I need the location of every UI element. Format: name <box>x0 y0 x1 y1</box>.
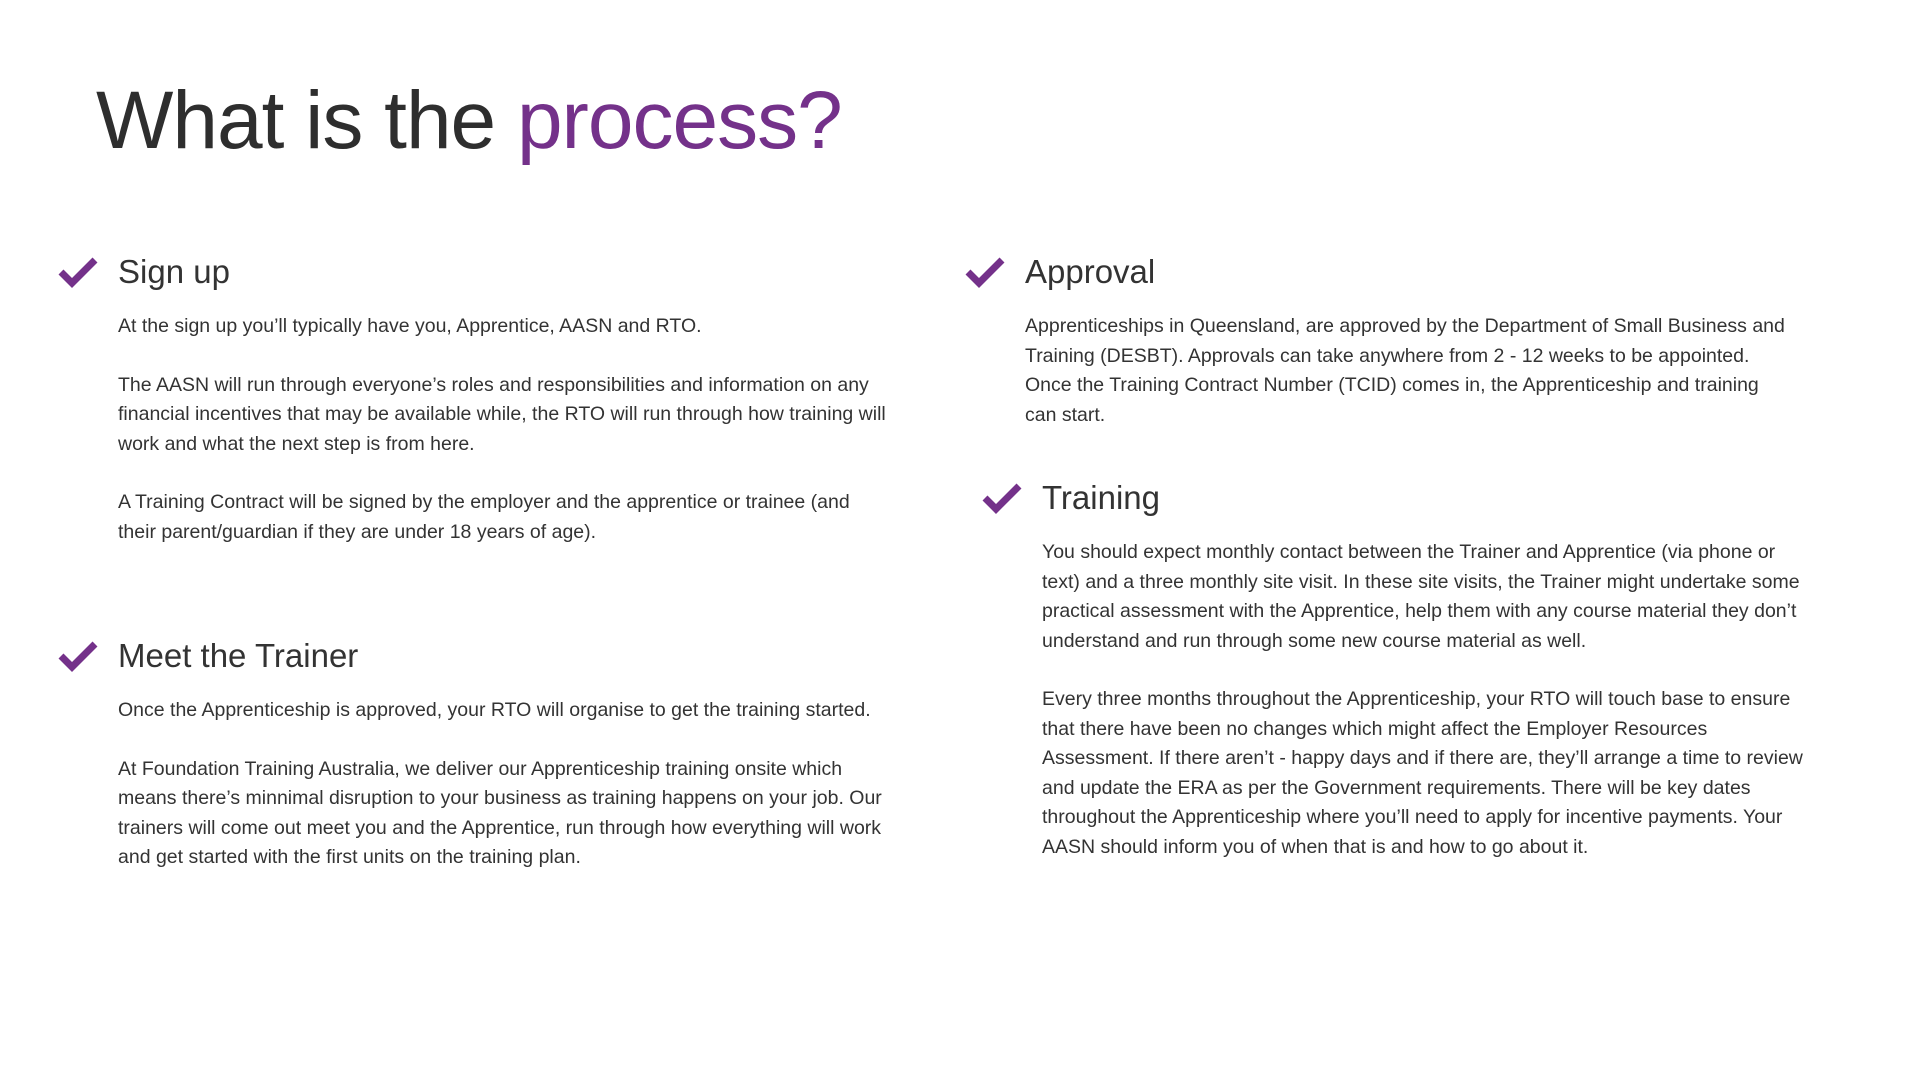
paragraph: Once the Apprenticeship is approved, your RTO will organise to get the training started. <box>118 699 871 721</box>
paragraph: A Training Contract will be signed by the employer and the apprentice or trainee (and their parent/guardian if they are under 18 years of age). <box>118 491 850 543</box>
section-header <box>982 476 1812 520</box>
section-meet-the-trainer <box>58 634 888 873</box>
section-header <box>58 634 888 678</box>
section-heading: Sign up <box>118 253 230 290</box>
section-heading: Meet the Trainer <box>118 637 359 674</box>
section-heading: Training <box>1042 479 1160 516</box>
checkmark-icon <box>982 482 1022 514</box>
section-sign-up <box>58 250 888 547</box>
checkmark-icon <box>58 640 98 672</box>
paragraph: At Foundation Training Australia, we deliver our Apprenticeship training onsite which means there’s minnimal disruption to your business as training happens on your job. Our trainers will come out meet you and the Apprentice, run through how everything will work and get started with the first units on the training plan. <box>118 757 882 868</box>
page-title-accent: process? <box>516 75 842 166</box>
section-body <box>1025 312 1795 430</box>
section-approval <box>965 250 1795 430</box>
paragraph: Apprenticeships in Queensland, are approved by the Department of Small Business and Training (DESBT). Approvals can take anywhere from 2 - 12 weeks to be appointed. Once the Training Contract Number (TCID) comes in, the Apprenticeship and training can start. <box>1025 315 1785 426</box>
paragraph: Every three months throughout the Apprenticeship, your RTO will touch base to ensure that there have been no changes which might affect the Employer Resources Assessment. If there aren’t - happy days and if there are, they’ll arrange a time to review and update the ERA as per the Government requirements. There will be key dates throughout the Apprenticeship where you’ll need to apply for incentive payments. Your AASN should inform you of when that is and how to go about it. <box>1042 688 1803 858</box>
section-body <box>1042 538 1812 862</box>
paragraph: At the sign up you’ll typically have you, Apprentice, AASN and RTO. <box>118 315 702 337</box>
section-training <box>982 476 1812 862</box>
checkmark-icon <box>58 256 98 288</box>
section-body <box>118 696 888 873</box>
paragraph: The AASN will run through everyone’s roles and responsibilities and information on any financial incentives that may be available while, the RTO will run through how training will work and what the next step is from here. <box>118 373 886 455</box>
section-body <box>118 312 888 547</box>
section-heading: Approval <box>1025 253 1156 290</box>
page-title-main: What is the <box>96 75 517 166</box>
page-title <box>96 76 842 166</box>
checkmark-icon <box>965 256 1005 288</box>
section-header <box>965 250 1795 294</box>
section-header <box>58 250 888 294</box>
paragraph: You should expect monthly contact between the Trainer and Apprentice (via phone or text) and a three monthly site visit. In these site visits, the Trainer might undertake some practical assessment with the Apprentice, help them with any course material they don’t understand and run through some new course material as well. <box>1042 541 1800 652</box>
